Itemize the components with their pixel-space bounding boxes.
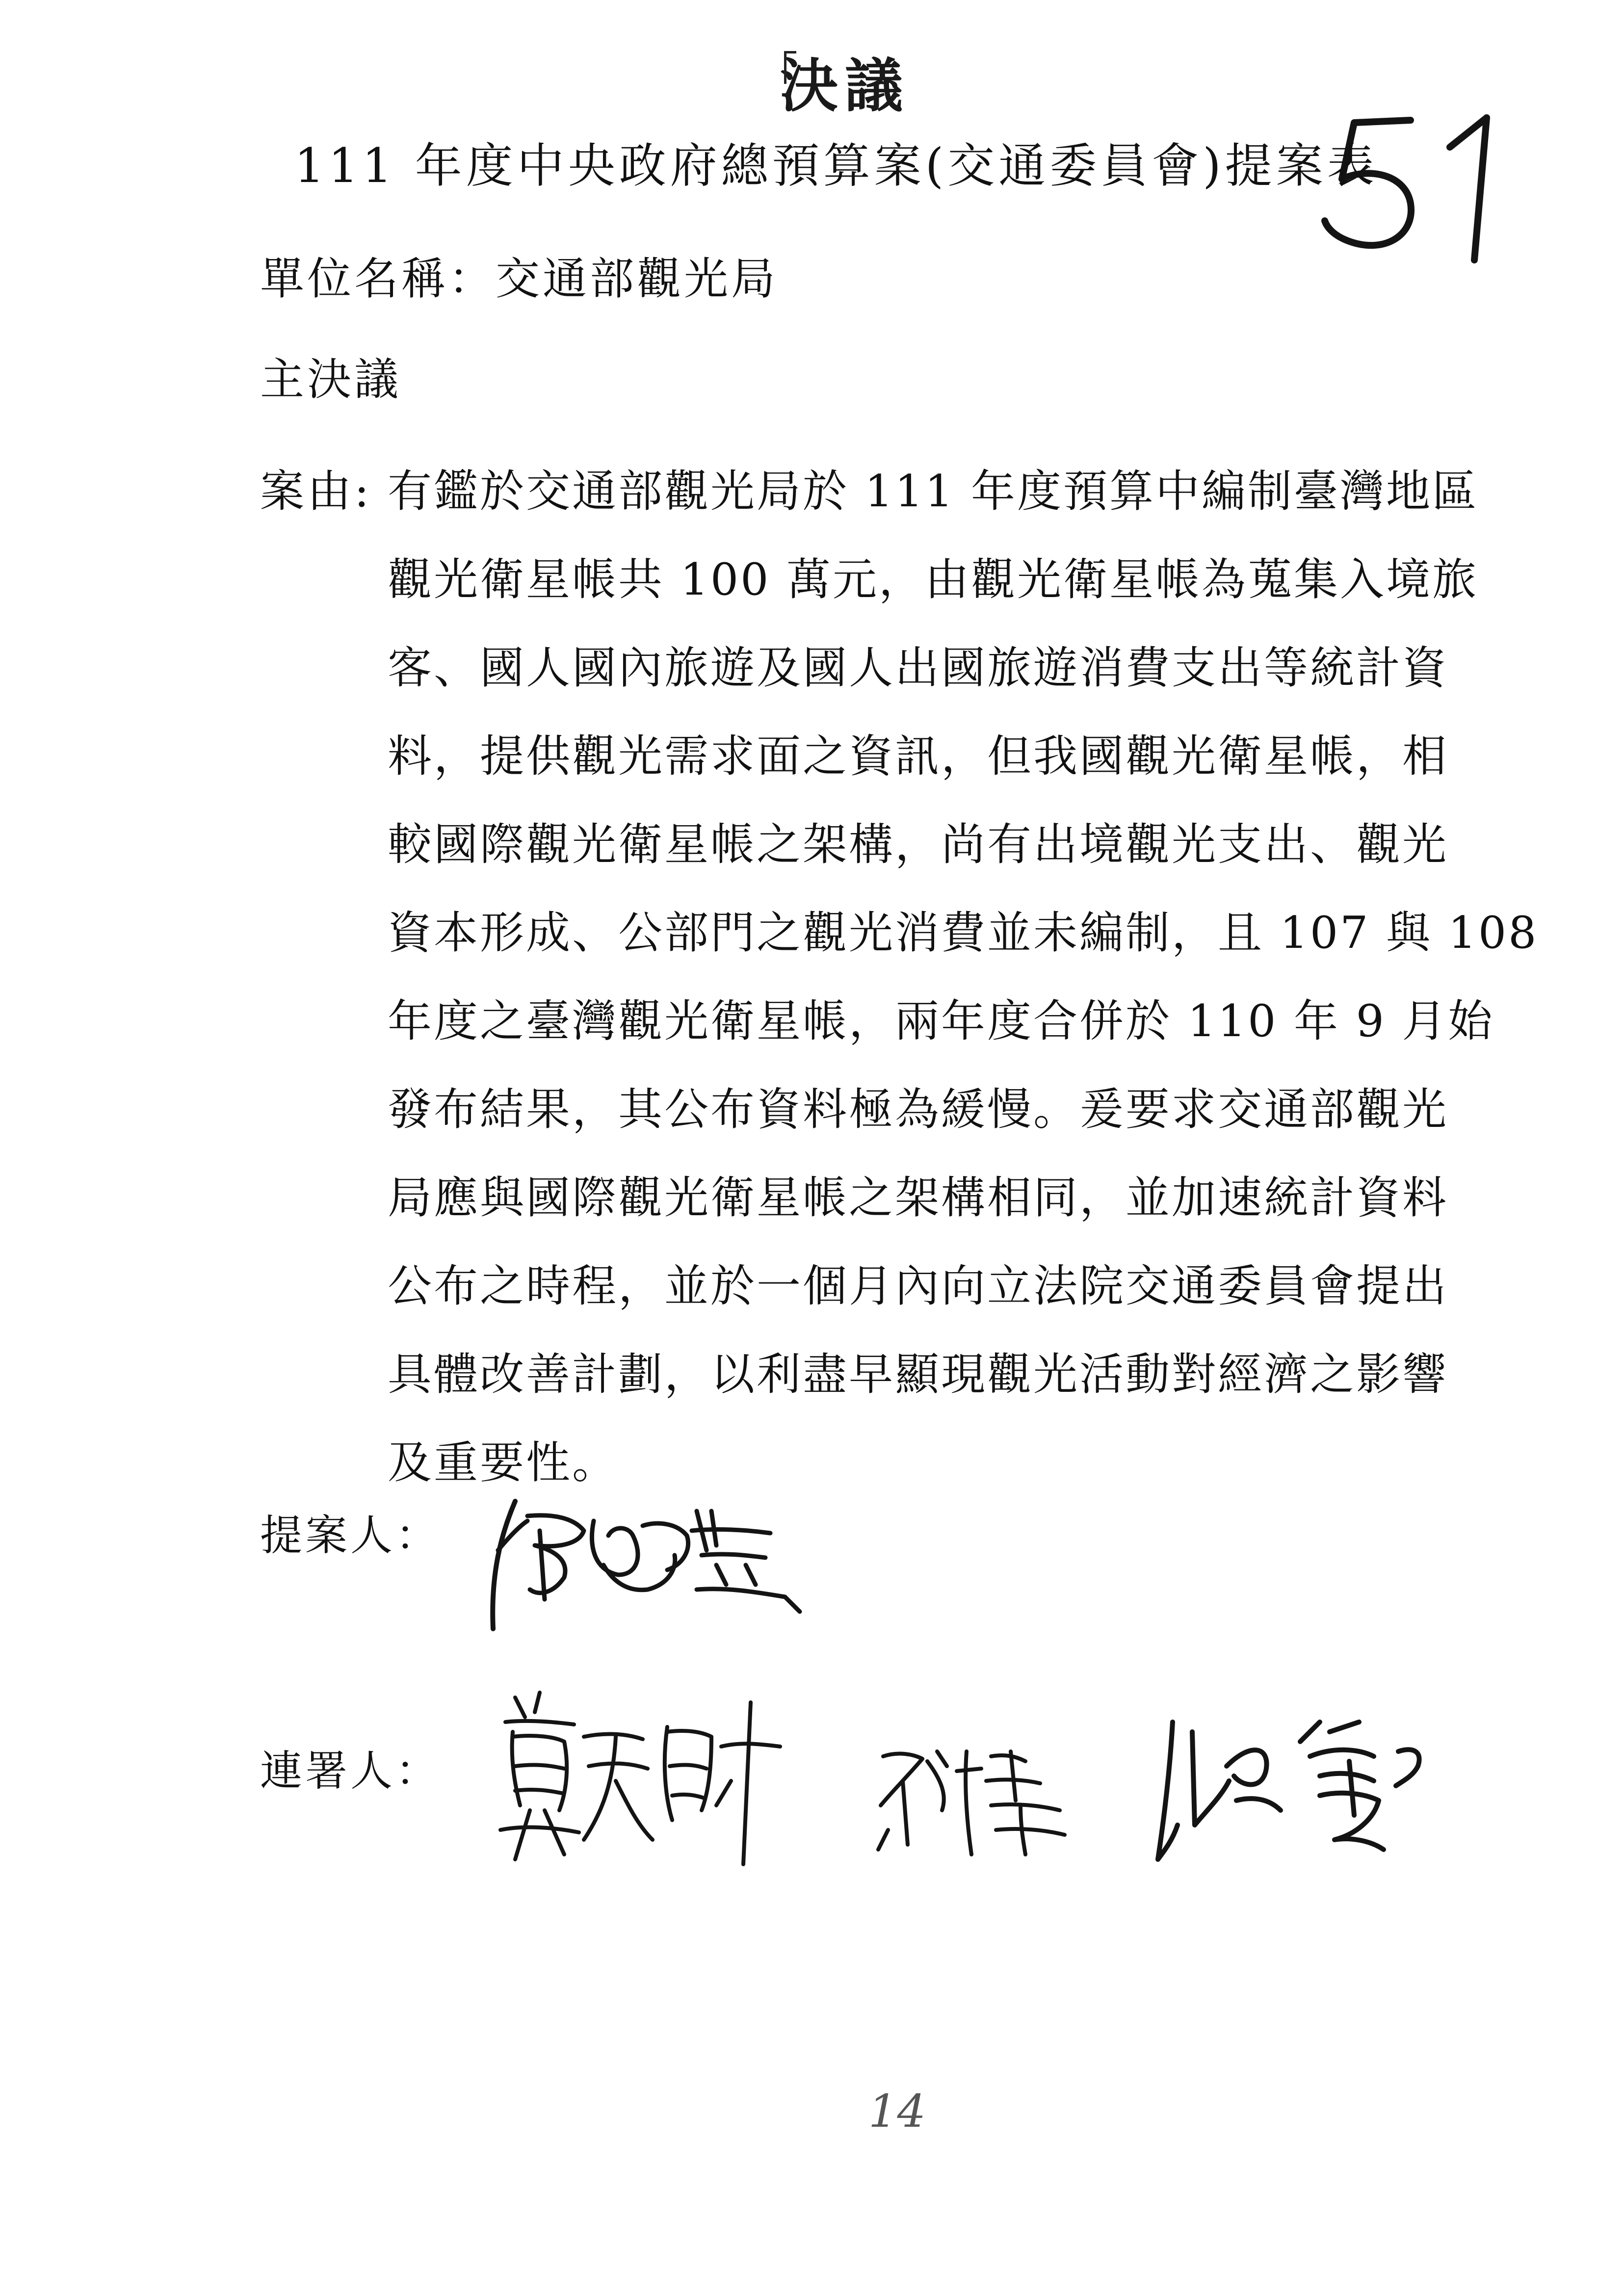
cosigner-label: 連署人： <box>260 1747 441 1796</box>
reason-line: 較國際觀光衛星帳之架構，尚有出境觀光支出、觀光 <box>388 819 1448 870</box>
unit-name-row <box>260 243 778 307</box>
reason-line: 具體改善計劃，以利盡早顯現觀光活動對經濟之影響 <box>388 1349 1448 1400</box>
reason-line: 觀光衛星帳共 100 萬元，由觀光衛星帳為蒐集入境旅 <box>388 554 1478 605</box>
reason-line: 客、國人國內旅遊及國人出國旅遊消費支出等統計資 <box>388 642 1448 694</box>
reason-line: 公布之時程，並於一個月內向立法院交通委員會提出 <box>388 1260 1448 1312</box>
reason-line: 有鑑於交通部觀光局於 111 年度預算中編制臺灣地區 <box>388 466 1478 517</box>
reason-line: 年度之臺灣觀光衛星帳，兩年度合併於 110 年 9 月始 <box>388 995 1494 1047</box>
cosigner-signature <box>1143 1702 1457 1879</box>
cosigner-signature <box>486 1683 800 1869</box>
unit-name-value: 交通部觀光局 <box>496 253 778 305</box>
proposer-label: 提案人： <box>260 1511 441 1560</box>
reason-line: 局應與國際觀光衛星帳之架構相同，並加速統計資料 <box>388 1172 1448 1224</box>
page-number: 14 <box>868 2085 926 2138</box>
stamp-bracket-mark <box>784 51 796 84</box>
reason-line: 發布結果，其公布資料極為緩慢。爰要求交通部觀光 <box>388 1084 1448 1135</box>
main-resolution-heading: 主決議 <box>260 354 401 405</box>
reason-line: 料，提供觀光需求面之資訊，但我國觀光衛星帳，相 <box>388 731 1448 782</box>
reason-line: 資本形成、公部門之觀光消費並未編制，且 107 與 108 <box>388 907 1539 959</box>
reason-label: 案由: <box>260 466 372 517</box>
unit-name-label: 單位名稱： <box>260 253 496 305</box>
reason-line: 及重要性。 <box>388 1437 618 1488</box>
page-title: 111 年度中央政府總預算案(交通委員會)提案表 <box>294 138 1378 193</box>
resolution-stamp: 決議 <box>780 52 910 120</box>
proposer-signature <box>481 1491 814 1639</box>
cosigner-signature <box>873 1732 1079 1864</box>
